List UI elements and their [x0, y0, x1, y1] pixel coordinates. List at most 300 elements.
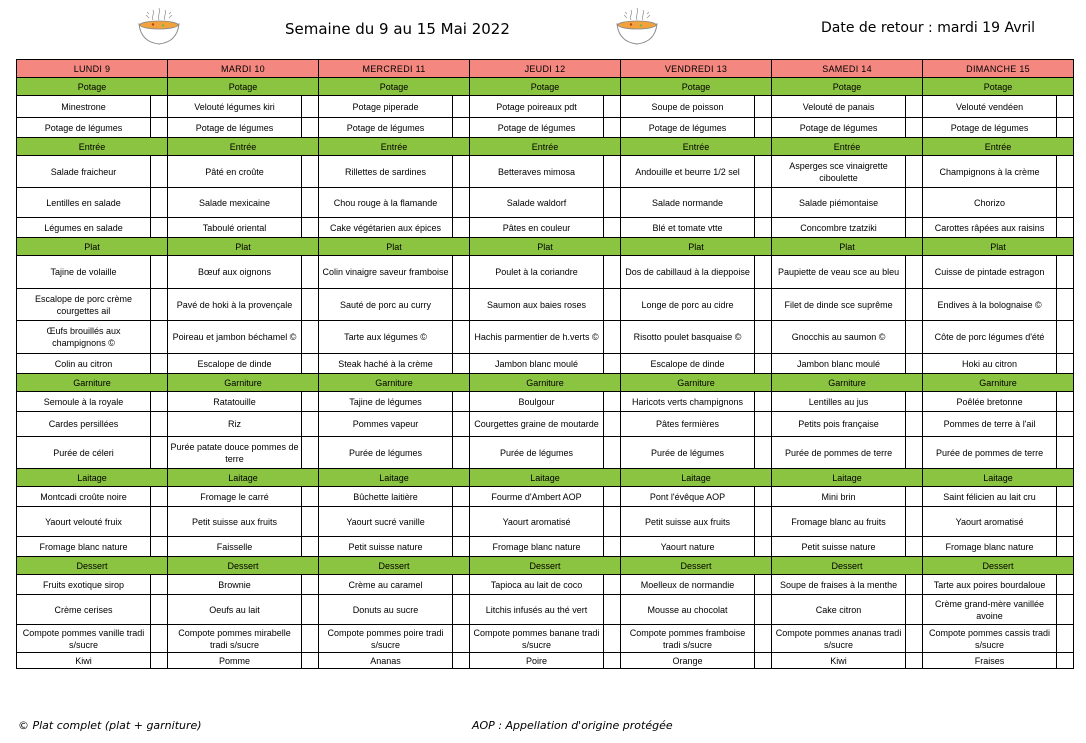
selection-box[interactable] — [906, 256, 923, 289]
selection-box[interactable] — [302, 625, 319, 653]
dish-cell: Champignons à la crème — [923, 156, 1057, 188]
category-label: Potage — [319, 78, 470, 96]
category-label: Laitage — [772, 469, 923, 487]
dish-cell: Purée de pommes de terre — [772, 437, 906, 469]
selection-box[interactable] — [755, 625, 772, 653]
dish-cell: Concombre tzatziki — [772, 218, 906, 238]
dish-cell: Tajine de volaille — [17, 256, 151, 289]
selection-box[interactable] — [1057, 392, 1074, 412]
selection-box[interactable] — [1057, 354, 1074, 374]
soup-bowl-icon — [611, 6, 663, 48]
dish-cell: Tajine de légumes — [319, 392, 453, 412]
selection-box[interactable] — [755, 354, 772, 374]
category-label: Plat — [621, 238, 772, 256]
dish-cell: Compote pommes banane tradi s/sucre — [470, 625, 604, 653]
selection-box[interactable] — [453, 575, 470, 595]
selection-box[interactable] — [151, 289, 168, 321]
dish-cell: Tarte aux légumes © — [319, 321, 453, 354]
selection-box[interactable] — [302, 256, 319, 289]
dish-cell: Bûchette laitière — [319, 487, 453, 507]
selection-box[interactable] — [755, 256, 772, 289]
dish-cell: Faisselle — [168, 537, 302, 557]
selection-box[interactable] — [151, 256, 168, 289]
dish-cell: Taboulé oriental — [168, 218, 302, 238]
selection-box[interactable] — [755, 321, 772, 354]
selection-box[interactable] — [604, 354, 621, 374]
dish-row — [17, 507, 1074, 537]
selection-box[interactable] — [1057, 96, 1074, 118]
dish-row — [17, 289, 1074, 321]
selection-box[interactable] — [151, 392, 168, 412]
selection-box[interactable] — [906, 487, 923, 507]
dish-cell: Yaourt sucré vanille — [319, 507, 453, 537]
dish-cell: Potage de légumes — [772, 118, 906, 138]
category-label: Garniture — [470, 374, 621, 392]
selection-box[interactable] — [453, 289, 470, 321]
dish-cell: Riz — [168, 412, 302, 437]
selection-box[interactable] — [1057, 437, 1074, 469]
selection-box[interactable] — [453, 156, 470, 188]
selection-box[interactable] — [453, 437, 470, 469]
category-label: Laitage — [621, 469, 772, 487]
dish-cell: Côte de porc légumes d'été — [923, 321, 1057, 354]
selection-box[interactable] — [604, 156, 621, 188]
dish-cell: Courgettes graine de moutarde — [470, 412, 604, 437]
dish-cell: Pomme — [168, 653, 302, 669]
selection-box[interactable] — [604, 575, 621, 595]
dish-cell: Orange — [621, 653, 755, 669]
dish-cell: Crème cerises — [17, 595, 151, 625]
selection-box[interactable] — [302, 118, 319, 138]
dish-cell: Escalope de dinde — [168, 354, 302, 374]
category-label: Dessert — [772, 557, 923, 575]
dish-cell: Fraises — [923, 653, 1057, 669]
selection-box[interactable] — [302, 354, 319, 374]
selection-box[interactable] — [604, 118, 621, 138]
selection-box[interactable] — [1057, 218, 1074, 238]
category-label: Potage — [621, 78, 772, 96]
selection-box[interactable] — [906, 625, 923, 653]
day-header: DIMANCHE 15 — [923, 60, 1074, 78]
dish-cell: Purée de pommes de terre — [923, 437, 1057, 469]
dish-cell: Salade waldorf — [470, 188, 604, 218]
dish-cell: Pâtes en couleur — [470, 218, 604, 238]
dish-cell: Pommes vapeur — [319, 412, 453, 437]
dish-cell: Haricots verts champignons — [621, 392, 755, 412]
selection-box[interactable] — [906, 595, 923, 625]
category-label: Potage — [772, 78, 923, 96]
selection-box[interactable] — [906, 156, 923, 188]
selection-box[interactable] — [453, 412, 470, 437]
selection-box[interactable] — [1057, 118, 1074, 138]
selection-box[interactable] — [604, 188, 621, 218]
selection-box[interactable] — [906, 392, 923, 412]
selection-box[interactable] — [151, 218, 168, 238]
category-band — [17, 374, 1074, 392]
dish-cell: Purée de céleri — [17, 437, 151, 469]
dish-cell: Fromage le carré — [168, 487, 302, 507]
dish-cell: Hachis parmentier de h.verts © — [470, 321, 604, 354]
selection-box[interactable] — [604, 321, 621, 354]
category-label: Entrée — [168, 138, 319, 156]
dish-cell: Longe de porc au cidre — [621, 289, 755, 321]
selection-box[interactable] — [151, 537, 168, 557]
dish-cell: Compote pommes vanille tradi s/sucre — [17, 625, 151, 653]
selection-box[interactable] — [302, 575, 319, 595]
selection-box[interactable] — [302, 96, 319, 118]
dish-cell: Salade piémontaise — [772, 188, 906, 218]
selection-box[interactable] — [151, 653, 168, 669]
dish-cell: Poireau et jambon béchamel © — [168, 321, 302, 354]
dish-row — [17, 653, 1074, 669]
dish-cell: Colin vinaigre saveur framboise — [319, 256, 453, 289]
weekly-menu-table — [16, 59, 1074, 669]
selection-box[interactable] — [1057, 537, 1074, 557]
dish-cell: Escalope de porc crème courgettes ail — [17, 289, 151, 321]
dish-cell: Soupe de poisson — [621, 96, 755, 118]
selection-box[interactable] — [755, 392, 772, 412]
selection-box[interactable] — [302, 507, 319, 537]
legend-complete-dish: © Plat complet (plat + garniture) — [18, 719, 202, 732]
selection-box[interactable] — [151, 487, 168, 507]
selection-box[interactable] — [453, 354, 470, 374]
dish-cell: Fromage blanc au fruits — [772, 507, 906, 537]
dish-cell: Yaourt aromatisé — [470, 507, 604, 537]
selection-box[interactable] — [604, 595, 621, 625]
category-label: Entrée — [319, 138, 470, 156]
return-date: Date de retour : mardi 19 Avril — [821, 20, 1036, 36]
selection-box[interactable] — [302, 218, 319, 238]
dish-cell: Chou rouge à la flamande — [319, 188, 453, 218]
dish-cell: Légumes en salade — [17, 218, 151, 238]
dish-cell: Compote pommes mirabelle tradi s/sucre — [168, 625, 302, 653]
dish-cell: Petit suisse aux fruits — [168, 507, 302, 537]
dish-cell: Tarte aux poires bourdaloue — [923, 575, 1057, 595]
selection-box[interactable] — [302, 487, 319, 507]
selection-box[interactable] — [755, 156, 772, 188]
selection-box[interactable] — [755, 595, 772, 625]
selection-box[interactable] — [1057, 595, 1074, 625]
selection-box[interactable] — [151, 625, 168, 653]
selection-box[interactable] — [1057, 289, 1074, 321]
selection-box[interactable] — [453, 96, 470, 118]
selection-box[interactable] — [906, 96, 923, 118]
category-label: Potage — [470, 78, 621, 96]
dish-cell: Lentilles en salade — [17, 188, 151, 218]
selection-box[interactable] — [1057, 188, 1074, 218]
dish-cell: Yaourt velouté fruix — [17, 507, 151, 537]
category-label: Garniture — [621, 374, 772, 392]
selection-box[interactable] — [151, 118, 168, 138]
selection-box[interactable] — [1057, 256, 1074, 289]
dish-cell: Kiwi — [17, 653, 151, 669]
selection-box[interactable] — [1057, 321, 1074, 354]
dish-cell: Pommes de terre à l'ail — [923, 412, 1057, 437]
dish-cell: Cake végétarien aux épices — [319, 218, 453, 238]
selection-box[interactable] — [755, 653, 772, 669]
selection-box[interactable] — [906, 507, 923, 537]
dish-cell: Potage poireaux pdt — [470, 96, 604, 118]
selection-box[interactable] — [1057, 653, 1074, 669]
dish-cell: Blé et tomate vtte — [621, 218, 755, 238]
dish-cell: Hoki au citron — [923, 354, 1057, 374]
selection-box[interactable] — [604, 507, 621, 537]
selection-box[interactable] — [453, 256, 470, 289]
dish-cell: Fromage blanc nature — [17, 537, 151, 557]
category-label: Laitage — [923, 469, 1074, 487]
selection-box[interactable] — [604, 437, 621, 469]
dish-cell: Purée de légumes — [319, 437, 453, 469]
dish-cell: Potage de légumes — [17, 118, 151, 138]
dish-row — [17, 321, 1074, 354]
selection-box[interactable] — [302, 653, 319, 669]
selection-box[interactable] — [453, 653, 470, 669]
dish-row — [17, 392, 1074, 412]
dish-row — [17, 118, 1074, 138]
selection-box[interactable] — [906, 575, 923, 595]
dish-cell: Velouté vendéen — [923, 96, 1057, 118]
selection-box[interactable] — [906, 437, 923, 469]
selection-box[interactable] — [151, 188, 168, 218]
selection-box[interactable] — [755, 412, 772, 437]
selection-box[interactable] — [453, 487, 470, 507]
selection-box[interactable] — [755, 437, 772, 469]
category-label: Entrée — [772, 138, 923, 156]
selection-box[interactable] — [151, 575, 168, 595]
dish-cell: Potage de légumes — [319, 118, 453, 138]
dish-cell: Cardes persillées — [17, 412, 151, 437]
category-label: Laitage — [17, 469, 168, 487]
selection-box[interactable] — [453, 625, 470, 653]
dish-row — [17, 96, 1074, 118]
category-label: Plat — [17, 238, 168, 256]
legend-aop: AOP : Appellation d'origine protégée — [472, 719, 673, 732]
category-label: Dessert — [923, 557, 1074, 575]
dish-cell: Petits pois française — [772, 412, 906, 437]
page-title: Semaine du 9 au 15 Mai 2022 — [285, 20, 510, 38]
selection-box[interactable] — [604, 653, 621, 669]
dish-cell: Poêlée bretonne — [923, 392, 1057, 412]
selection-box[interactable] — [151, 321, 168, 354]
dish-cell: Pâtes fermières — [621, 412, 755, 437]
selection-box[interactable] — [906, 118, 923, 138]
selection-box[interactable] — [906, 537, 923, 557]
dish-cell: Cuisse de pintade estragon — [923, 256, 1057, 289]
selection-box[interactable] — [755, 537, 772, 557]
selection-box[interactable] — [302, 437, 319, 469]
selection-box[interactable] — [604, 412, 621, 437]
dish-cell: Crème grand-mère vanillée avoine — [923, 595, 1057, 625]
selection-box[interactable] — [755, 118, 772, 138]
selection-box[interactable] — [906, 218, 923, 238]
dish-row — [17, 595, 1074, 625]
dish-cell: Jambon blanc moulé — [772, 354, 906, 374]
selection-box[interactable] — [604, 625, 621, 653]
category-label: Potage — [168, 78, 319, 96]
dish-cell: Potage de légumes — [470, 118, 604, 138]
selection-box[interactable] — [755, 487, 772, 507]
selection-box[interactable] — [1057, 625, 1074, 653]
dish-cell: Rillettes de sardines — [319, 156, 453, 188]
selection-box[interactable] — [302, 392, 319, 412]
category-label: Entrée — [621, 138, 772, 156]
selection-box[interactable] — [453, 321, 470, 354]
dish-row — [17, 437, 1074, 469]
day-header: JEUDI 12 — [470, 60, 621, 78]
dish-cell: Mini brin — [772, 487, 906, 507]
selection-box[interactable] — [604, 487, 621, 507]
category-band — [17, 78, 1074, 96]
dish-row — [17, 412, 1074, 437]
selection-box[interactable] — [453, 118, 470, 138]
dish-cell: Boulgour — [470, 392, 604, 412]
selection-box[interactable] — [453, 392, 470, 412]
selection-box[interactable] — [1057, 487, 1074, 507]
dish-cell: Velouté de panais — [772, 96, 906, 118]
dish-row — [17, 537, 1074, 557]
category-label: Dessert — [621, 557, 772, 575]
dish-cell: Lentilles au jus — [772, 392, 906, 412]
selection-box[interactable] — [302, 595, 319, 625]
category-label: Entrée — [470, 138, 621, 156]
dish-cell: Colin au citron — [17, 354, 151, 374]
category-label: Potage — [923, 78, 1074, 96]
selection-box[interactable] — [453, 507, 470, 537]
dish-cell: Potage de légumes — [168, 118, 302, 138]
category-label: Plat — [470, 238, 621, 256]
category-label: Laitage — [319, 469, 470, 487]
dish-cell: Semoule à la royale — [17, 392, 151, 412]
dish-cell: Bœuf aux oignons — [168, 256, 302, 289]
selection-box[interactable] — [302, 321, 319, 354]
selection-box[interactable] — [906, 354, 923, 374]
dish-cell: Gnocchis au saumon © — [772, 321, 906, 354]
selection-box[interactable] — [906, 289, 923, 321]
selection-box[interactable] — [604, 537, 621, 557]
dish-cell: Risotto poulet basquaise © — [621, 321, 755, 354]
dish-cell: Salade fraicheur — [17, 156, 151, 188]
category-label: Dessert — [470, 557, 621, 575]
selection-box[interactable] — [604, 289, 621, 321]
selection-box[interactable] — [151, 437, 168, 469]
category-label: Laitage — [168, 469, 319, 487]
dish-cell: Tapioca au lait de coco — [470, 575, 604, 595]
selection-box[interactable] — [604, 96, 621, 118]
selection-box[interactable] — [151, 412, 168, 437]
selection-box[interactable] — [1057, 412, 1074, 437]
selection-box[interactable] — [906, 188, 923, 218]
day-header: VENDREDI 13 — [621, 60, 772, 78]
dish-cell: Purée patate douce pommes de terre — [168, 437, 302, 469]
category-band — [17, 238, 1074, 256]
selection-box[interactable] — [755, 188, 772, 218]
selection-box[interactable] — [1057, 156, 1074, 188]
selection-box[interactable] — [604, 218, 621, 238]
selection-box[interactable] — [906, 321, 923, 354]
soup-bowl-icon — [133, 6, 185, 48]
selection-box[interactable] — [1057, 575, 1074, 595]
selection-box[interactable] — [755, 289, 772, 321]
selection-box[interactable] — [453, 218, 470, 238]
selection-box[interactable] — [302, 289, 319, 321]
selection-box[interactable] — [755, 96, 772, 118]
category-band — [17, 138, 1074, 156]
dish-cell: Salade normande — [621, 188, 755, 218]
selection-box[interactable] — [302, 412, 319, 437]
dish-cell: Potage de légumes — [923, 118, 1057, 138]
selection-box[interactable] — [453, 537, 470, 557]
selection-box[interactable] — [906, 653, 923, 669]
dish-cell: Fromage blanc nature — [923, 537, 1057, 557]
selection-box[interactable] — [453, 188, 470, 218]
selection-box[interactable] — [151, 96, 168, 118]
dish-cell: Dos de cabillaud à la dieppoise — [621, 256, 755, 289]
dish-cell: Endives à la bolognaise © — [923, 289, 1057, 321]
selection-box[interactable] — [302, 537, 319, 557]
selection-box[interactable] — [755, 575, 772, 595]
dish-cell: Potage piperade — [319, 96, 453, 118]
dish-cell: Asperges sce vinaigrette ciboulette — [772, 156, 906, 188]
day-header: MARDI 10 — [168, 60, 319, 78]
category-label: Laitage — [470, 469, 621, 487]
dish-cell: Compote pommes ananas tradi s/sucre — [772, 625, 906, 653]
selection-box[interactable] — [755, 507, 772, 537]
dish-cell: Poulet à la coriandre — [470, 256, 604, 289]
selection-box[interactable] — [151, 595, 168, 625]
category-label: Garniture — [772, 374, 923, 392]
dish-cell: Pâté en croûte — [168, 156, 302, 188]
category-label: Garniture — [168, 374, 319, 392]
selection-box[interactable] — [302, 188, 319, 218]
dish-cell: Chorizo — [923, 188, 1057, 218]
dish-cell: Moelleux de normandie — [621, 575, 755, 595]
selection-box[interactable] — [453, 595, 470, 625]
selection-box[interactable] — [604, 256, 621, 289]
dish-cell: Minestrone — [17, 96, 151, 118]
dish-cell: Velouté légumes kiri — [168, 96, 302, 118]
dish-cell: Litchis infusés au thé vert — [470, 595, 604, 625]
selection-box[interactable] — [302, 156, 319, 188]
selection-box[interactable] — [604, 392, 621, 412]
dish-cell: Kiwi — [772, 653, 906, 669]
dish-cell: Purée de légumes — [470, 437, 604, 469]
category-label: Dessert — [168, 557, 319, 575]
dish-cell: Purée de légumes — [621, 437, 755, 469]
dish-cell: Montcadi croûte noire — [17, 487, 151, 507]
dish-cell: Yaourt nature — [621, 537, 755, 557]
category-label: Dessert — [319, 557, 470, 575]
selection-box[interactable] — [906, 412, 923, 437]
selection-box[interactable] — [151, 156, 168, 188]
selection-box[interactable] — [755, 218, 772, 238]
selection-box[interactable] — [151, 507, 168, 537]
dish-cell: Œufs brouillés aux champignons © — [17, 321, 151, 354]
dish-row — [17, 156, 1074, 188]
dish-row — [17, 256, 1074, 289]
dish-cell: Petit suisse nature — [319, 537, 453, 557]
dish-row — [17, 218, 1074, 238]
dish-cell: Ananas — [319, 653, 453, 669]
selection-box[interactable] — [151, 354, 168, 374]
dish-cell: Fromage blanc nature — [470, 537, 604, 557]
dish-cell: Escalope de dinde — [621, 354, 755, 374]
category-label: Plat — [319, 238, 470, 256]
dish-cell: Compote pommes poire tradi s/sucre — [319, 625, 453, 653]
dish-cell: Petit suisse aux fruits — [621, 507, 755, 537]
dish-cell: Crème au caramel — [319, 575, 453, 595]
dish-cell: Soupe de fraises à la menthe — [772, 575, 906, 595]
selection-box[interactable] — [1057, 507, 1074, 537]
